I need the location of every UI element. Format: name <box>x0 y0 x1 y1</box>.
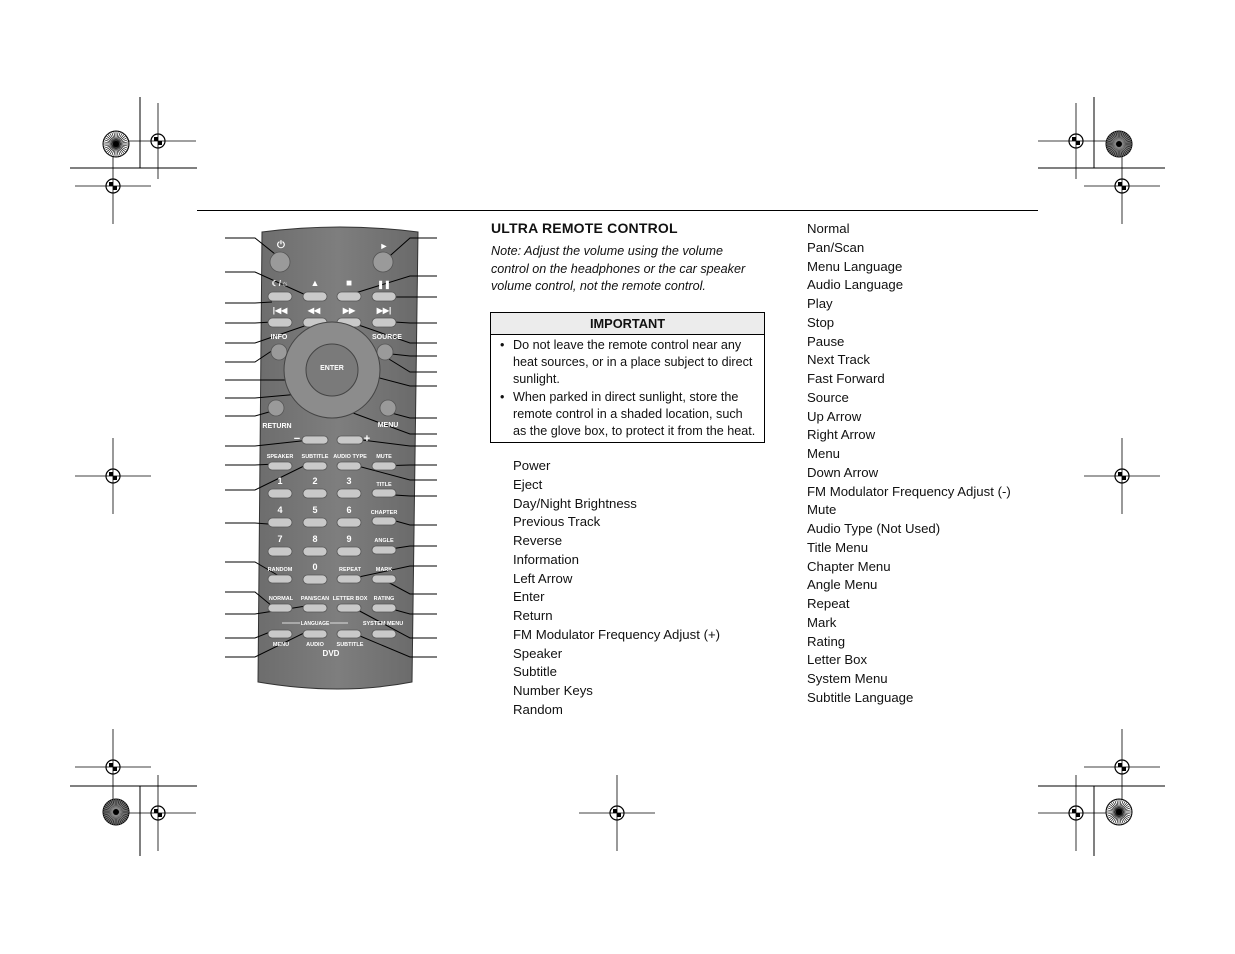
normal-label: NORMAL <box>268 596 294 602</box>
speaker-label: SPEAKER <box>266 454 294 460</box>
stop-button <box>337 292 361 301</box>
lang-menu-label: MENU <box>272 642 290 648</box>
eject-button <box>303 292 327 301</box>
legend-item: Left Arrow <box>513 570 573 586</box>
legend-item: Fast Forward <box>807 371 885 386</box>
plus-icon: + <box>363 433 371 445</box>
legend-item: Speaker <box>513 645 563 661</box>
previous-track-icon: |◀◀ <box>272 306 288 315</box>
info-button <box>271 344 287 360</box>
legend-item: FM Modulator Frequency Adjust (+) <box>513 626 721 642</box>
fm-plus-button <box>337 436 363 444</box>
digit-label: 0 <box>312 562 318 572</box>
legend-item: Mark <box>807 614 837 630</box>
system-menu-button <box>372 630 396 638</box>
repeat-button <box>337 575 361 583</box>
subtitle-label: SUBTITLE <box>301 454 329 460</box>
next-track-icon: ▶▶| <box>376 306 392 315</box>
play-icon: ► <box>379 241 389 251</box>
legend-item: Audio Type (Not Used) <box>807 521 941 536</box>
language-label: LANGUAGE <box>300 621 330 627</box>
angle-button <box>372 546 396 554</box>
volume-note: Note: Adjust the volume using the volume control on the headphones or the car speaker volume control, not the remote control. <box>491 244 746 293</box>
legend-item: Subtitle Language <box>807 689 914 705</box>
menu-label: MENU <box>377 422 399 429</box>
audiotype-button <box>337 462 361 470</box>
digit-label: 3 <box>346 476 352 486</box>
info-label: INFO <box>270 334 288 341</box>
digit-button <box>268 489 292 498</box>
important-heading: IMPORTANT <box>491 313 764 335</box>
legend-item: Repeat <box>807 596 850 611</box>
legend-item: Random <box>513 701 563 717</box>
audio-label: AUDIO <box>306 642 324 648</box>
digit-label: 7 <box>277 534 283 544</box>
callout-line <box>225 322 272 323</box>
legend-item: Previous Track <box>513 514 601 530</box>
digit-label: 2 <box>312 476 318 486</box>
mark-button <box>372 575 396 583</box>
legend-item: Mute <box>807 502 837 518</box>
legend-item: Power <box>513 458 551 473</box>
stop-icon: ■ <box>345 278 353 289</box>
legend-item: Menu <box>807 446 840 461</box>
legend-item: Subtitle <box>513 664 557 680</box>
digit-label: 6 <box>346 505 352 515</box>
rating-label: RATING <box>373 596 395 602</box>
normal-button <box>268 604 292 612</box>
chapter-button <box>372 517 396 525</box>
legend-item: Information <box>513 551 579 567</box>
source-button <box>377 344 393 360</box>
dvd-logo: DVD <box>322 649 340 658</box>
legend-item: Normal <box>807 221 850 236</box>
legend-item: Pause <box>807 333 845 349</box>
important-box <box>490 312 765 443</box>
digit-button <box>337 489 361 498</box>
source-label: SOURCE <box>372 334 402 341</box>
legend-item: Next Track <box>807 352 871 368</box>
random-label: RANDOM <box>267 567 293 573</box>
legend-left-column <box>513 457 720 720</box>
daynight-button <box>268 292 292 301</box>
legend-item: System Menu <box>807 671 888 686</box>
legend-item: Chapter Menu <box>807 558 891 574</box>
audio-type-label: AUDIO TYPE <box>333 454 367 460</box>
subtitle-button <box>303 462 327 470</box>
lang-menu-button <box>268 630 292 638</box>
legend-item: Rating <box>807 633 846 649</box>
digit-label: 8 <box>312 534 318 544</box>
power-button <box>270 252 290 272</box>
mute-label: MUTE <box>376 454 392 460</box>
fm-minus-button <box>302 436 328 444</box>
chapter-label: CHAPTER <box>370 510 398 516</box>
digit-button <box>303 518 327 527</box>
letterbox-label: LETTER BOX <box>332 596 368 602</box>
legend-item: Source <box>807 389 849 405</box>
title-button <box>372 489 396 497</box>
legend-item: Title Menu <box>807 539 869 555</box>
digit-label: 9 <box>346 534 352 544</box>
pause-button <box>372 292 396 301</box>
legend-item: Play <box>807 296 833 311</box>
lang-subtitle-label: SUBTITLE <box>336 642 364 648</box>
panscan-button <box>303 604 327 612</box>
digit-label: 1 <box>277 476 283 486</box>
reverse-icon: ◀◀ <box>307 306 321 315</box>
digit-button <box>303 575 327 584</box>
rating-button <box>372 604 396 612</box>
legend-item: Return <box>513 608 553 623</box>
legend-item: Letter Box <box>807 652 868 668</box>
digit-button <box>303 547 327 556</box>
digit-button <box>303 489 327 498</box>
digit-button <box>268 547 292 556</box>
important-bullet: • When parked in direct sunlight, store the remote control in a shaded location, such as the glove box, to protect it from the heat. <box>491 389 764 441</box>
digit-label: 4 <box>277 505 283 515</box>
legend-item: Eject <box>513 476 543 492</box>
panscan-label: PAN/SCAN <box>300 596 330 602</box>
digit-button <box>268 518 292 527</box>
digit-button <box>337 518 361 527</box>
callout-line <box>225 302 272 303</box>
legend-item: Menu Language <box>807 258 903 274</box>
minus-icon: − <box>293 433 301 445</box>
legend-item: Audio Language <box>807 277 904 293</box>
enter-label: ENTER <box>320 365 344 372</box>
callout-line <box>225 523 268 524</box>
legend-item: Angle Menu <box>807 577 878 593</box>
mark-label: MARK <box>375 567 393 573</box>
audio-lang-button <box>303 630 327 638</box>
legend-right-column <box>807 220 1011 708</box>
subtitle-lang-button <box>337 630 361 638</box>
important-bullet: • Do not leave the remote control near any heat sources, or in a place subject to direct sunlight. <box>491 337 764 389</box>
legend-item: Right Arrow <box>807 427 876 443</box>
legend-item: Day/Night Brightness <box>513 495 637 511</box>
return-button <box>268 400 284 416</box>
prev-button <box>268 318 292 327</box>
digit-label: 5 <box>312 505 318 515</box>
pause-icon: ❚❚ <box>377 280 391 289</box>
title-label: TITLE <box>376 482 392 488</box>
angle-label: ANGLE <box>374 538 394 544</box>
menu-button <box>380 400 396 416</box>
legend-item: Stop <box>807 314 835 330</box>
digit-button <box>337 547 361 556</box>
next-button <box>372 318 396 327</box>
legend-item: FM Modulator Frequency Adjust (-) <box>807 483 1011 499</box>
eject-icon: ▲ <box>310 278 320 288</box>
legend-item: Reverse <box>513 533 563 548</box>
header-rule <box>197 210 1038 211</box>
power-icon: ⏻ <box>277 240 285 251</box>
return-label: RETURN <box>262 423 292 430</box>
letterbox-button <box>337 604 361 612</box>
system-menu-label: SYSTEM MENU <box>362 621 404 627</box>
repeat-label: REPEAT <box>339 567 361 573</box>
fast-forward-icon: ▶▶ <box>342 306 356 315</box>
legend-item: Down Arrow <box>807 464 879 480</box>
legend-item: Enter <box>513 589 545 605</box>
legend-item: Pan/Scan <box>807 239 865 255</box>
section-title: ULTRA REMOTE CONTROL <box>491 220 678 236</box>
legend-item: Up Arrow <box>807 408 862 424</box>
random-button <box>268 575 292 583</box>
play-button <box>373 252 393 272</box>
speaker-button <box>268 462 292 470</box>
legend-item: Number Keys <box>513 683 593 698</box>
mute-button <box>372 462 396 470</box>
daynight-icon: ☾/☼ <box>271 279 289 288</box>
